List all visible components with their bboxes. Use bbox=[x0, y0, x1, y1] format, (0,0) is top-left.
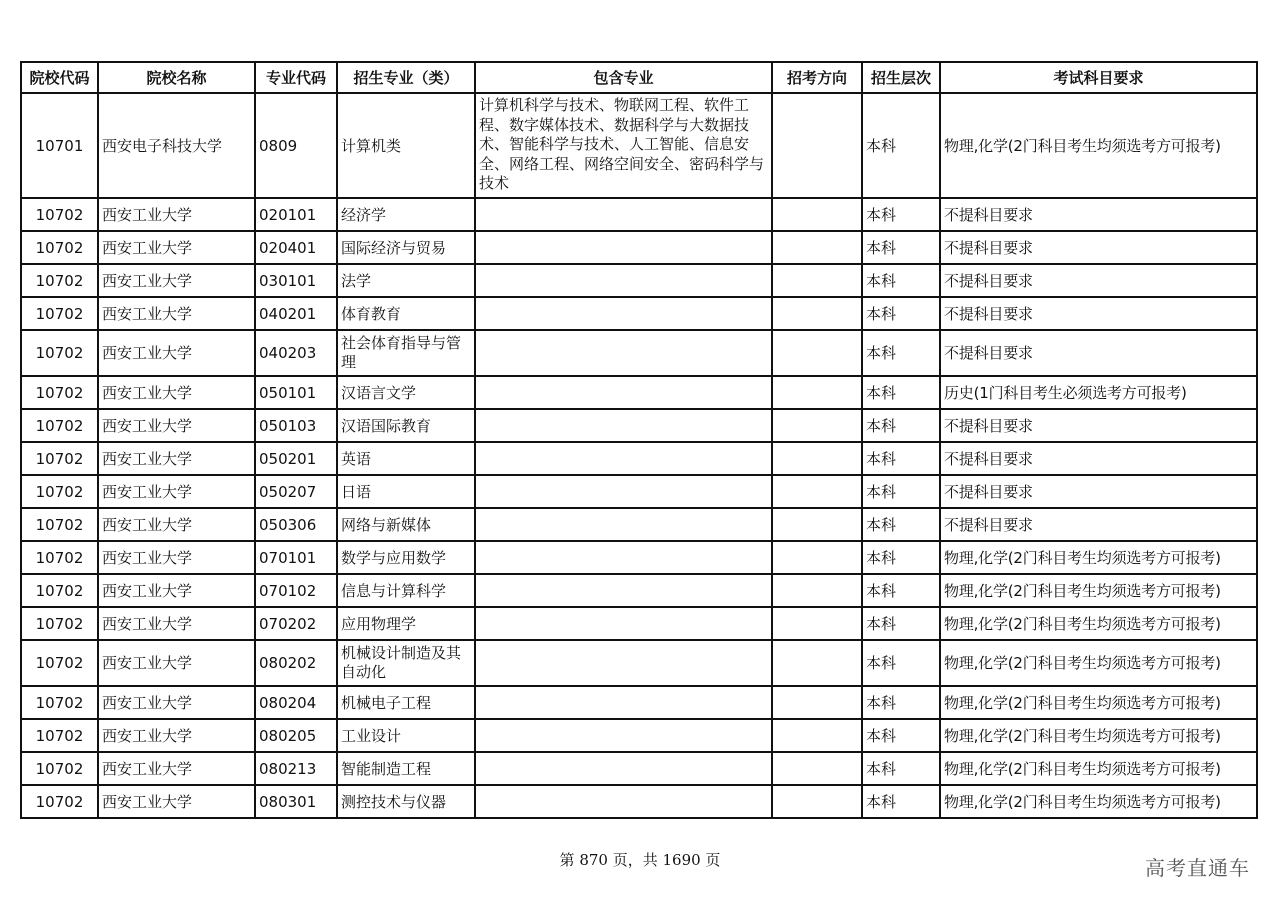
table-row bbox=[21, 475, 1257, 508]
cell-school-name: 西安工业大学 bbox=[98, 752, 255, 785]
cell-school-name: 西安工业大学 bbox=[98, 409, 255, 442]
table-row bbox=[21, 93, 1257, 198]
cell-school-name: 西安工业大学 bbox=[98, 785, 255, 818]
cell-included-majors bbox=[475, 442, 772, 475]
cell-level: 本科 bbox=[862, 475, 940, 508]
cell-subject-requirement: 物理,化学(2门科目考生均须选考方可报考) bbox=[940, 719, 1257, 752]
cell-direction bbox=[772, 686, 862, 719]
cell-major: 信息与计算科学 bbox=[337, 574, 475, 607]
cell-school-name: 西安工业大学 bbox=[98, 719, 255, 752]
cell-included-majors bbox=[475, 508, 772, 541]
cell-direction bbox=[772, 409, 862, 442]
admissions-table-wrapper bbox=[20, 61, 1256, 819]
cell-included-majors bbox=[475, 297, 772, 330]
cell-subject-requirement: 物理,化学(2门科目考生均须选考方可报考) bbox=[940, 607, 1257, 640]
cell-subject-requirement: 不提科目要求 bbox=[940, 442, 1257, 475]
cell-school-code: 10701 bbox=[21, 93, 98, 198]
cell-major-code: 050201 bbox=[255, 442, 337, 475]
cell-subject-requirement: 物理,化学(2门科目考生均须选考方可报考) bbox=[940, 93, 1257, 198]
cell-direction bbox=[772, 93, 862, 198]
cell-included-majors bbox=[475, 640, 772, 686]
table-row bbox=[21, 607, 1257, 640]
cell-school-name: 西安工业大学 bbox=[98, 640, 255, 686]
cell-school-name: 西安工业大学 bbox=[98, 330, 255, 376]
table-row bbox=[21, 541, 1257, 574]
table-row bbox=[21, 330, 1257, 376]
watermark-logo-text: 高考直通车 bbox=[1145, 856, 1250, 880]
cell-major-code: 040203 bbox=[255, 330, 337, 376]
cell-level: 本科 bbox=[862, 330, 940, 376]
cell-major: 机械电子工程 bbox=[337, 686, 475, 719]
cell-level: 本科 bbox=[862, 719, 940, 752]
cell-school-name: 西安工业大学 bbox=[98, 541, 255, 574]
cell-school-name: 西安工业大学 bbox=[98, 475, 255, 508]
table-row bbox=[21, 231, 1257, 264]
cell-level: 本科 bbox=[862, 541, 940, 574]
cell-major-code: 050101 bbox=[255, 376, 337, 409]
cell-school-code: 10702 bbox=[21, 442, 98, 475]
cell-subject-requirement: 不提科目要求 bbox=[940, 508, 1257, 541]
cell-included-majors bbox=[475, 409, 772, 442]
header-school-name: 院校名称 bbox=[98, 62, 255, 93]
cell-major-code: 080301 bbox=[255, 785, 337, 818]
cell-major: 测控技术与仪器 bbox=[337, 785, 475, 818]
table-row bbox=[21, 198, 1257, 231]
cell-included-majors bbox=[475, 574, 772, 607]
table-row bbox=[21, 752, 1257, 785]
cell-subject-requirement: 物理,化学(2门科目考生均须选考方可报考) bbox=[940, 574, 1257, 607]
cell-major: 数学与应用数学 bbox=[337, 541, 475, 574]
cell-direction bbox=[772, 442, 862, 475]
cell-included-majors bbox=[475, 330, 772, 376]
table-row bbox=[21, 264, 1257, 297]
cell-subject-requirement: 不提科目要求 bbox=[940, 198, 1257, 231]
cell-major-code: 0809 bbox=[255, 93, 337, 198]
cell-major-code: 020401 bbox=[255, 231, 337, 264]
cell-direction bbox=[772, 198, 862, 231]
cell-major-code: 050306 bbox=[255, 508, 337, 541]
cell-included-majors bbox=[475, 264, 772, 297]
cell-major-code: 040201 bbox=[255, 297, 337, 330]
header-school-code: 院校代码 bbox=[21, 62, 98, 93]
cell-school-name: 西安工业大学 bbox=[98, 574, 255, 607]
cell-school-name: 西安工业大学 bbox=[98, 231, 255, 264]
page-number: 第 870 页，共 1690 页 bbox=[559, 851, 721, 869]
cell-subject-requirement: 不提科目要求 bbox=[940, 297, 1257, 330]
cell-major: 社会体育指导与管理 bbox=[337, 330, 475, 376]
cell-direction bbox=[772, 541, 862, 574]
cell-school-code: 10702 bbox=[21, 785, 98, 818]
cell-major-code: 070101 bbox=[255, 541, 337, 574]
cell-school-code: 10702 bbox=[21, 231, 98, 264]
cell-school-code: 10702 bbox=[21, 330, 98, 376]
cell-subject-requirement: 物理,化学(2门科目考生均须选考方可报考) bbox=[940, 785, 1257, 818]
cell-included-majors bbox=[475, 752, 772, 785]
table-row bbox=[21, 376, 1257, 409]
cell-school-code: 10702 bbox=[21, 752, 98, 785]
cell-level: 本科 bbox=[862, 442, 940, 475]
cell-subject-requirement: 历史(1门科目考生必须选考方可报考) bbox=[940, 376, 1257, 409]
cell-school-code: 10702 bbox=[21, 297, 98, 330]
table-row bbox=[21, 574, 1257, 607]
cell-included-majors bbox=[475, 198, 772, 231]
cell-subject-requirement: 物理,化学(2门科目考生均须选考方可报考) bbox=[940, 541, 1257, 574]
cell-included-majors bbox=[475, 607, 772, 640]
header-included-majors: 包含专业 bbox=[475, 62, 772, 93]
cell-major-code: 050103 bbox=[255, 409, 337, 442]
cell-included-majors bbox=[475, 785, 772, 818]
cell-major-code: 080205 bbox=[255, 719, 337, 752]
cell-school-name: 西安工业大学 bbox=[98, 297, 255, 330]
cell-school-code: 10702 bbox=[21, 376, 98, 409]
cell-subject-requirement: 不提科目要求 bbox=[940, 264, 1257, 297]
cell-school-code: 10702 bbox=[21, 264, 98, 297]
cell-school-code: 10702 bbox=[21, 607, 98, 640]
cell-major: 英语 bbox=[337, 442, 475, 475]
cell-school-code: 10702 bbox=[21, 508, 98, 541]
cell-direction bbox=[772, 607, 862, 640]
cell-direction bbox=[772, 508, 862, 541]
cell-direction bbox=[772, 785, 862, 818]
cell-school-name: 西安电子科技大学 bbox=[98, 93, 255, 198]
cell-school-code: 10702 bbox=[21, 409, 98, 442]
table-row bbox=[21, 686, 1257, 719]
header-level: 招生层次 bbox=[862, 62, 940, 93]
cell-direction bbox=[772, 640, 862, 686]
table-row bbox=[21, 508, 1257, 541]
cell-included-majors bbox=[475, 475, 772, 508]
cell-school-code: 10702 bbox=[21, 640, 98, 686]
table-row bbox=[21, 297, 1257, 330]
cell-school-code: 10702 bbox=[21, 541, 98, 574]
cell-major-code: 080204 bbox=[255, 686, 337, 719]
cell-direction bbox=[772, 231, 862, 264]
admissions-table bbox=[20, 61, 1258, 819]
table-row bbox=[21, 640, 1257, 686]
cell-level: 本科 bbox=[862, 297, 940, 330]
cell-level: 本科 bbox=[862, 198, 940, 231]
cell-subject-requirement: 不提科目要求 bbox=[940, 330, 1257, 376]
table-row bbox=[21, 785, 1257, 818]
cell-level: 本科 bbox=[862, 508, 940, 541]
cell-major: 网络与新媒体 bbox=[337, 508, 475, 541]
cell-major-code: 050207 bbox=[255, 475, 337, 508]
cell-major-code: 020101 bbox=[255, 198, 337, 231]
cell-direction bbox=[772, 264, 862, 297]
cell-level: 本科 bbox=[862, 574, 940, 607]
cell-school-code: 10702 bbox=[21, 475, 98, 508]
cell-included-majors bbox=[475, 231, 772, 264]
cell-level: 本科 bbox=[862, 785, 940, 818]
cell-major: 智能制造工程 bbox=[337, 752, 475, 785]
cell-direction bbox=[772, 574, 862, 607]
cell-level: 本科 bbox=[862, 686, 940, 719]
cell-school-code: 10702 bbox=[21, 686, 98, 719]
cell-major: 体育教育 bbox=[337, 297, 475, 330]
cell-level: 本科 bbox=[862, 376, 940, 409]
cell-level: 本科 bbox=[862, 231, 940, 264]
cell-level: 本科 bbox=[862, 752, 940, 785]
cell-school-code: 10702 bbox=[21, 574, 98, 607]
table-row bbox=[21, 442, 1257, 475]
cell-major-code: 030101 bbox=[255, 264, 337, 297]
cell-included-majors bbox=[475, 376, 772, 409]
table-header-row bbox=[21, 62, 1257, 93]
cell-school-name: 西安工业大学 bbox=[98, 686, 255, 719]
cell-major-code: 080213 bbox=[255, 752, 337, 785]
cell-school-name: 西安工业大学 bbox=[98, 376, 255, 409]
cell-major: 工业设计 bbox=[337, 719, 475, 752]
table-row bbox=[21, 409, 1257, 442]
cell-subject-requirement: 不提科目要求 bbox=[940, 231, 1257, 264]
cell-direction bbox=[772, 752, 862, 785]
cell-major-code: 070202 bbox=[255, 607, 337, 640]
cell-subject-requirement: 物理,化学(2门科目考生均须选考方可报考) bbox=[940, 752, 1257, 785]
cell-school-code: 10702 bbox=[21, 719, 98, 752]
cell-school-code: 10702 bbox=[21, 198, 98, 231]
cell-included-majors bbox=[475, 541, 772, 574]
header-major-code: 专业代码 bbox=[255, 62, 337, 93]
cell-major-code: 080202 bbox=[255, 640, 337, 686]
cell-subject-requirement: 物理,化学(2门科目考生均须选考方可报考) bbox=[940, 640, 1257, 686]
cell-school-name: 西安工业大学 bbox=[98, 508, 255, 541]
cell-level: 本科 bbox=[862, 409, 940, 442]
cell-major: 汉语国际教育 bbox=[337, 409, 475, 442]
cell-direction bbox=[772, 475, 862, 508]
cell-major: 应用物理学 bbox=[337, 607, 475, 640]
cell-major-code: 070102 bbox=[255, 574, 337, 607]
cell-major: 经济学 bbox=[337, 198, 475, 231]
cell-major: 国际经济与贸易 bbox=[337, 231, 475, 264]
cell-included-majors: 计算机科学与技术、物联网工程、软件工程、数字媒体技术、数据科学与大数据技术、智能科学与技术、人工智能、信息安全、网络工程、网络空间安全、密码科学与技术 bbox=[475, 93, 772, 198]
header-major: 招生专业（类） bbox=[337, 62, 475, 93]
cell-subject-requirement: 不提科目要求 bbox=[940, 409, 1257, 442]
cell-direction bbox=[772, 376, 862, 409]
cell-level: 本科 bbox=[862, 93, 940, 198]
header-subject-requirement: 考试科目要求 bbox=[940, 62, 1257, 93]
cell-school-name: 西安工业大学 bbox=[98, 442, 255, 475]
cell-major: 计算机类 bbox=[337, 93, 475, 198]
cell-level: 本科 bbox=[862, 640, 940, 686]
cell-subject-requirement: 物理,化学(2门科目考生均须选考方可报考) bbox=[940, 686, 1257, 719]
table-body bbox=[21, 93, 1257, 818]
cell-major: 法学 bbox=[337, 264, 475, 297]
cell-school-name: 西安工业大学 bbox=[98, 264, 255, 297]
cell-major: 日语 bbox=[337, 475, 475, 508]
cell-school-name: 西安工业大学 bbox=[98, 198, 255, 231]
cell-level: 本科 bbox=[862, 607, 940, 640]
cell-major: 汉语言文学 bbox=[337, 376, 475, 409]
cell-direction bbox=[772, 330, 862, 376]
cell-included-majors bbox=[475, 719, 772, 752]
header-direction: 招考方向 bbox=[772, 62, 862, 93]
cell-direction bbox=[772, 297, 862, 330]
cell-major: 机械设计制造及其自动化 bbox=[337, 640, 475, 686]
cell-school-name: 西安工业大学 bbox=[98, 607, 255, 640]
cell-subject-requirement: 不提科目要求 bbox=[940, 475, 1257, 508]
cell-direction bbox=[772, 719, 862, 752]
cell-included-majors bbox=[475, 686, 772, 719]
cell-level: 本科 bbox=[862, 264, 940, 297]
table-row bbox=[21, 719, 1257, 752]
